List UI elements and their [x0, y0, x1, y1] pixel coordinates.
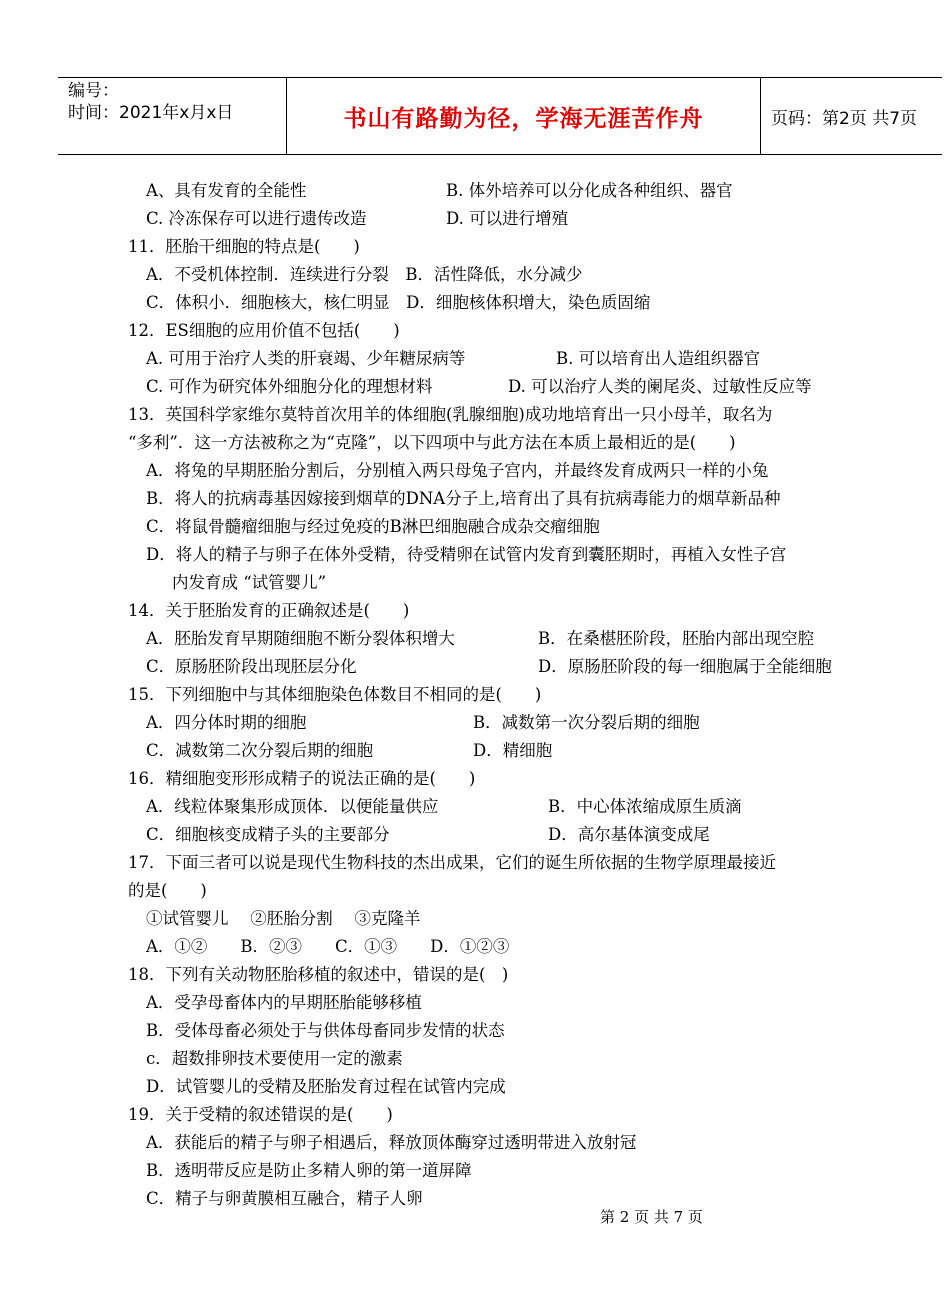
option: A．四分体时期的细胞 [146, 713, 307, 732]
option: A．线粒体聚集形成顶体．以便能量供应 [146, 797, 439, 816]
option-row [146, 345, 888, 373]
option: B. 可以培育出人造组织器官 [556, 349, 761, 368]
option: C. 可作为研究体外细胞分化的理想材料 [146, 377, 433, 396]
option: D. 可以进行增殖 [446, 209, 569, 228]
option-cont: 内发育成 “试管婴儿” [172, 573, 327, 592]
header-motto [286, 78, 761, 154]
option: C. 冷冻保存可以进行遗传改造 [146, 209, 367, 228]
option-row [146, 373, 888, 401]
question-content [128, 177, 888, 1213]
question-17: 17．下面三者可以说是现代生物科技的杰出成果，它们的诞生所依据的生物学原理最接近 [128, 853, 776, 872]
option-row [146, 205, 888, 233]
page-label: 页码：第2页 共7页 [771, 108, 918, 129]
question-16: 16．精细胞变形形成精子的说法正确的是( ) [128, 769, 476, 788]
page-header [58, 77, 942, 155]
option: c．超数排卵技术要使用一定的激素 [146, 1049, 403, 1068]
option: A．不受机体控制．连续进行分裂 B．活性降低，水分减少 [146, 265, 583, 284]
option: A. 可用于治疗人类的肝衰竭、少年糖尿病等 [146, 349, 466, 368]
option: A、具有发育的全能性 [146, 181, 307, 200]
option: B．减数第一次分裂后期的细胞 [473, 713, 700, 732]
page-footer: 第 2 页 共 7 页 [600, 1208, 703, 1226]
motto-text: 书山有路勤为径，学海无涯苦作舟 [343, 105, 704, 132]
option: C．原肠胚阶段出现胚层分化 [146, 657, 357, 676]
option-row [146, 177, 888, 205]
option-row [146, 625, 888, 653]
option: C．减数第二次分裂后期的细胞 [146, 741, 374, 760]
option-row [146, 709, 888, 737]
option: A．①② B．②③ C．①③ D．①②③ [146, 937, 510, 956]
option: A．获能后的精子与卵子相遇后，释放顶体酶穿过透明带进入放射冠 [146, 1133, 637, 1152]
option: A．受孕母畜体内的早期胚胎能够移植 [146, 993, 422, 1012]
option: D．原肠胚阶段的每一细胞属于全能细胞 [538, 657, 832, 676]
question-19: 19．关于受精的叙述错误的是( ) [128, 1105, 393, 1124]
number-label: 编号： [68, 81, 119, 101]
header-meta [58, 78, 286, 154]
option: B．中心体浓缩成原生质滴 [548, 797, 742, 816]
question-13-cont: “多利”．这一方法被称之为“克隆”，以下四项中与此方法在本质上最相近的是( ) [128, 433, 736, 452]
option: A．将兔的早期胚胎分割后，分别植入两只母兔子宫内，并最终发育成两只一样的小兔 [146, 461, 769, 480]
question-12: 12．ES细胞的应用价值不包括( ) [128, 321, 400, 340]
time-label: 时间：2021年x月x日 [68, 103, 234, 123]
option: D. 可以治疗人类的阑尾炎、过敏性反应等 [508, 377, 812, 396]
option: B．透明带反应是防止多精人卵的第一道屏障 [146, 1161, 472, 1180]
option: D．试管婴儿的受精及胚胎发育过程在试管内完成 [146, 1077, 506, 1096]
option: B．受体母畜必须处于与供体母畜同步发情的状态 [146, 1021, 505, 1040]
header-page [761, 78, 942, 154]
option-row [146, 737, 888, 765]
option: D．精细胞 [473, 741, 553, 760]
question-13: 13．英国科学家维尔莫特首次用羊的体细胞(乳腺细胞)成功地培育出一只小母羊，取名为 [128, 405, 773, 424]
question-18: 18．下列有关动物胚胎移植的叙述中，错误的是( ) [128, 965, 509, 984]
option: C．精子与卵黄膜相互融合，精子人卵 [146, 1189, 423, 1208]
question-17-cont: 的是( ) [128, 881, 207, 900]
option: B．在桑椹胚阶段，胚胎内部出现空腔 [538, 629, 815, 648]
option: B．将人的抗病毒基因嫁接到烟草的DNA分子上,培育出了具有抗病毒能力的烟草新品种 [146, 489, 781, 508]
option: D．将人的精子与卵子在体外受精，待受精卵在试管内发育到囊胚期时，再植入女性子宫 [146, 545, 787, 564]
question-15: 15．下列细胞中与其体细胞染色体数目不相同的是( ) [128, 685, 542, 704]
option-row [146, 821, 888, 849]
option: C．体积小．细胞核大，核仁明显 D．细胞核体积增大，染色质固缩 [146, 293, 651, 312]
option-row [146, 653, 888, 681]
question-11: 11．胚胎干细胞的特点是( ) [128, 237, 360, 256]
option: D．高尔基体演变成尾 [548, 825, 710, 844]
option: C．细胞核变成精子头的主要部分 [146, 825, 390, 844]
question-14: 14．关于胚胎发育的正确叙述是( ) [128, 601, 410, 620]
option: B. 体外培养可以分化成各种组织、器官 [446, 181, 733, 200]
option-row [146, 793, 888, 821]
item-list: ①试管婴儿 ②胚胎分割 ③克隆羊 [146, 909, 421, 928]
option: A．胚胎发育早期随细胞不断分裂体积增大 [146, 629, 455, 648]
option: C．将鼠骨髓瘤细胞与经过免疫的B淋巴细胞融合成杂交瘤细胞 [146, 517, 600, 536]
